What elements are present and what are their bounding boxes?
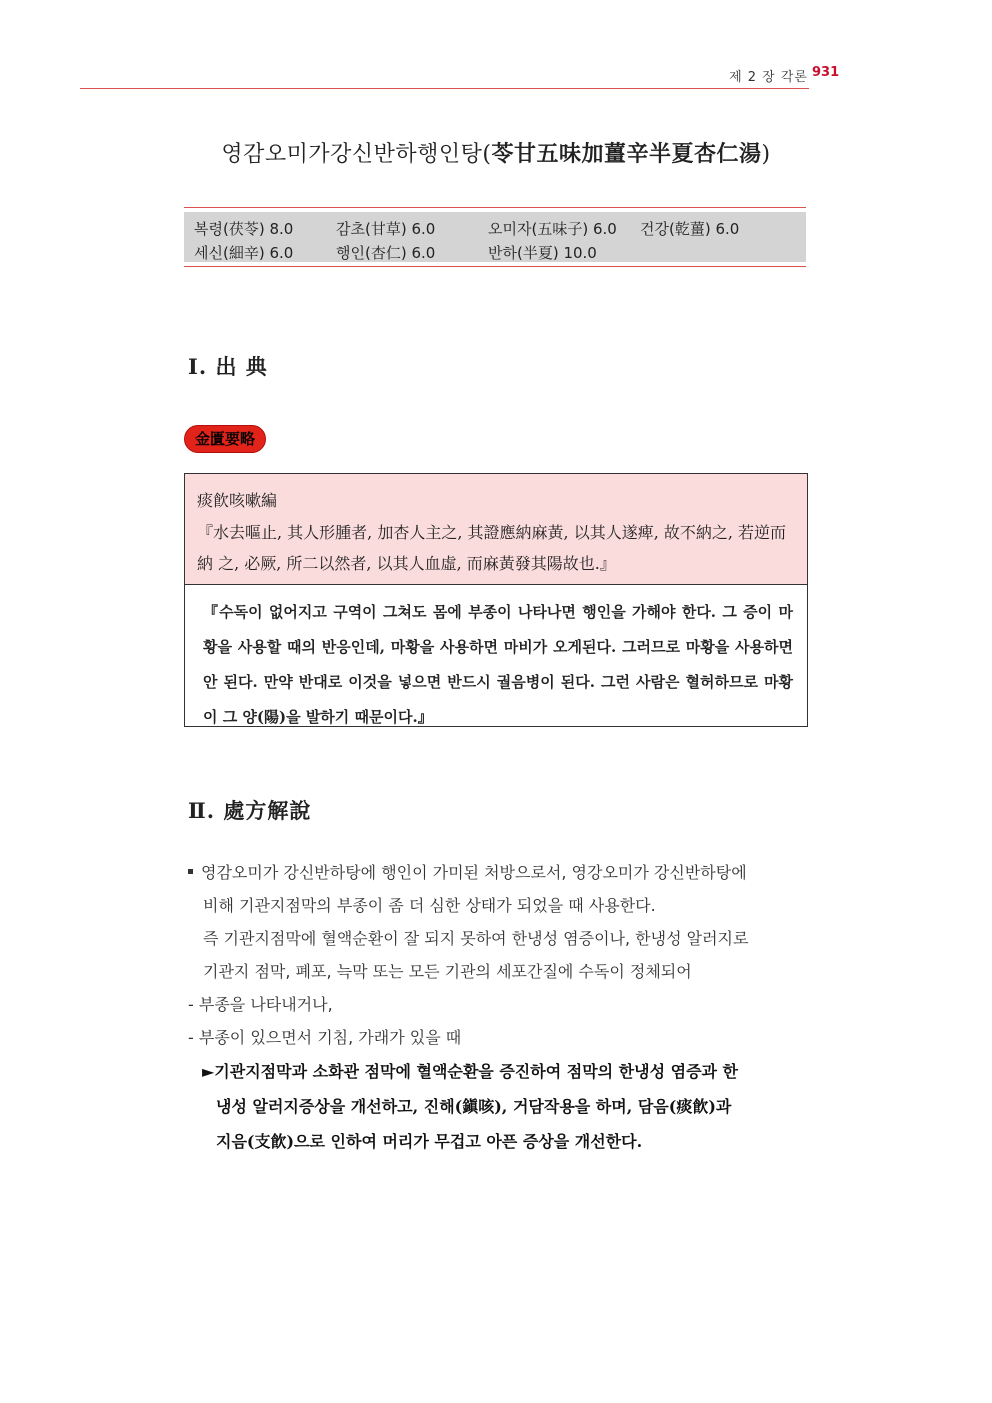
prescription-title [0, 137, 992, 168]
header-chapter: 제 2 장 각론 [729, 70, 808, 85]
section-heading-source: Ⅰ. 出 典 [188, 354, 268, 379]
explanation-body [188, 856, 808, 1159]
ingredient-item: 건강(乾薑) 6.0 [640, 220, 740, 238]
quote-original [185, 474, 807, 585]
ingredients-box [184, 212, 806, 262]
quote-box [184, 473, 808, 727]
quote-translation: 『수독이 없어지고 구역이 그쳐도 몸에 부종이 나타나면 행인을 가해야 한다. 그 증이 마황을 사용할 때의 반응인데, 마황을 사용하면 마비가 오게된다. 그러므로 마황을 사용하면 안 된다. 만약 반대로 이것을 넣으면 반드시 궐음병이 된다. 그런 사람은 혈허하므로 마황이 그 양(陽)을 발하기 때문이다.』 [203, 603, 793, 726]
page-number: 931 [812, 65, 840, 80]
arrow-note [188, 1054, 808, 1159]
section-heading-explanation: Ⅱ. 處方解說 [188, 798, 312, 823]
header-rule [80, 88, 809, 89]
source-badge: 金匱要略 [184, 425, 266, 453]
body-line: 즉 기관지점막에 혈액순환이 잘 되지 못하여 한냉성 염증이나, 한냉성 알러지로 [203, 929, 749, 948]
arrow-line: 지음(支飮)으로 인하여 머리가 무겁고 아픈 증상을 개선한다. [216, 1132, 643, 1151]
title-close: ) [761, 142, 771, 167]
dash-item: - 부종을 나타내거나, [188, 995, 333, 1014]
quote-hanja-text: 『水去嘔止, 其人形腫者, 加杏人主之, 其證應納麻黃, 以其人遂痺, 故不納之, 若逆而納 之, 必厥, 所二以然者, 以其人血虛, 而麻黃發其陽故也.』 [197, 523, 787, 573]
ingredient-item: 감초(甘草) 6.0 [336, 220, 436, 238]
ingredient-item: 세신(細辛) 6.0 [194, 244, 294, 262]
ingredient-item: 반하(半夏) 10.0 [488, 244, 597, 262]
ingredients-top-rule [184, 207, 806, 208]
body-line-text: 영감오미가 강신반하탕에 행인이 가미된 처방으로서, 영강오미가 강신반하탕에 [201, 863, 747, 882]
title-korean: 영감오미가강신반하행인탕( [221, 142, 492, 167]
ingredient-item: 복령(茯苓) 8.0 [194, 220, 294, 238]
dash-item: - 부종이 있으면서 기침, 가래가 있을 때 [188, 1028, 462, 1047]
body-line [188, 856, 808, 889]
arrow-line: ►기관지점막과 소화관 점막에 혈액순환을 증진하여 점막의 한냉성 염증과 한 [202, 1062, 739, 1081]
bullet-icon [188, 869, 193, 874]
ingredients-panel [184, 207, 806, 267]
body-line: 기관지 점막, 폐포, 늑막 또는 모든 기관의 세포간질에 수독이 정체되어 [203, 962, 692, 981]
arrow-line: 냉성 알러지증상을 개선하고, 진해(鎭咳), 거담작용을 하며, 담음(痰飮)과 [216, 1097, 732, 1116]
ingredient-item: 오미자(五味子) 6.0 [488, 220, 617, 238]
title-hanja: 苓甘五味加薑辛半夏杏仁湯 [491, 141, 762, 167]
quote-subtitle: 痰飮咳嗽編 [197, 491, 278, 510]
body-line: 비해 기관지점막의 부종이 좀 더 심한 상태가 되었을 때 사용한다. [203, 896, 656, 915]
ingredient-item: 행인(杏仁) 6.0 [336, 244, 436, 262]
ingredients-bottom-rule [184, 266, 806, 267]
